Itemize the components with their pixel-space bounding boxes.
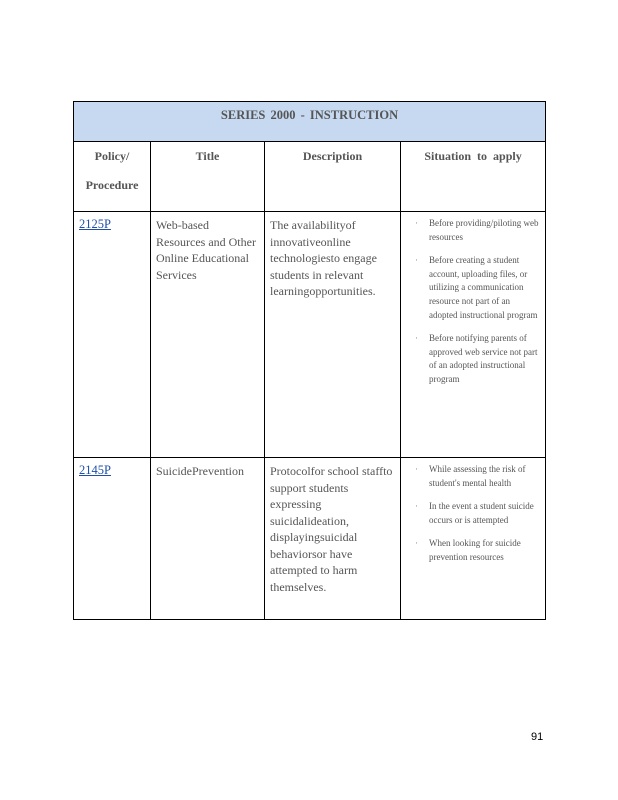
bullet-icon: ·	[415, 501, 418, 512]
column-header-row	[74, 142, 546, 212]
title-cell	[151, 212, 265, 458]
list-item	[415, 217, 539, 244]
title-cell	[151, 458, 265, 620]
list-item	[415, 500, 539, 527]
situation-text: Before providing/piloting web resources	[429, 218, 539, 242]
situation-text: Before creating a student account, uploading files, or utilizing a communication resource not part of an adopted instructional program	[429, 255, 538, 320]
situation-list	[401, 458, 545, 575]
bullet-icon: ·	[415, 333, 418, 344]
bullet-icon: ·	[415, 218, 418, 228]
header-policy-line1: Policy/	[94, 149, 130, 163]
row-description: The availabilityof innovativeonline technologiesto engage students in relevant learningopportunities.	[270, 218, 377, 298]
description-cell	[265, 458, 401, 620]
header-situation: Situation to apply	[401, 142, 546, 212]
policy-cell	[74, 212, 151, 458]
situation-text: While assessing the risk of student's mental health	[429, 464, 526, 488]
policy-link-2125p[interactable]: 2125P	[79, 217, 111, 231]
series-title: SERIES 2000 - INSTRUCTION	[74, 102, 546, 142]
policy-table	[73, 101, 546, 620]
situation-list	[401, 212, 545, 397]
policy-cell	[74, 458, 151, 620]
list-item	[415, 254, 539, 322]
page-number: 91	[531, 731, 544, 743]
bullet-icon: ·	[415, 538, 418, 549]
list-item	[415, 537, 539, 564]
row-description: Protocolfor school staffto support students expressing suicidalideation, displayingsuicidal behaviorsor have attempted to harm themselves.	[270, 464, 393, 594]
row-title: Web-based Resources and Other Online Educational Services	[156, 218, 256, 282]
policy-link-2145p[interactable]: 2145P	[79, 463, 111, 477]
bullet-icon: ·	[415, 255, 418, 266]
situation-cell	[401, 212, 546, 458]
situation-text: In the event a student suicide occurs or is attempted	[429, 501, 534, 525]
header-policy-line2: Procedure	[85, 178, 139, 192]
list-item	[415, 332, 539, 386]
table-row	[74, 458, 546, 620]
header-policy	[74, 142, 151, 212]
row-title: SuicidePrevention	[156, 464, 244, 478]
description-cell	[265, 212, 401, 458]
series-header-row	[74, 102, 546, 142]
situation-text: When looking for suicide prevention resources	[429, 538, 521, 562]
situation-cell	[401, 458, 546, 620]
list-item	[415, 463, 539, 490]
header-title: Title	[151, 142, 265, 212]
bullet-icon: ·	[415, 464, 418, 474]
header-description: Description	[265, 142, 401, 212]
table-row	[74, 212, 546, 458]
situation-text: Before notifying parents of approved web service not part of an adopted instructional program	[429, 333, 538, 384]
